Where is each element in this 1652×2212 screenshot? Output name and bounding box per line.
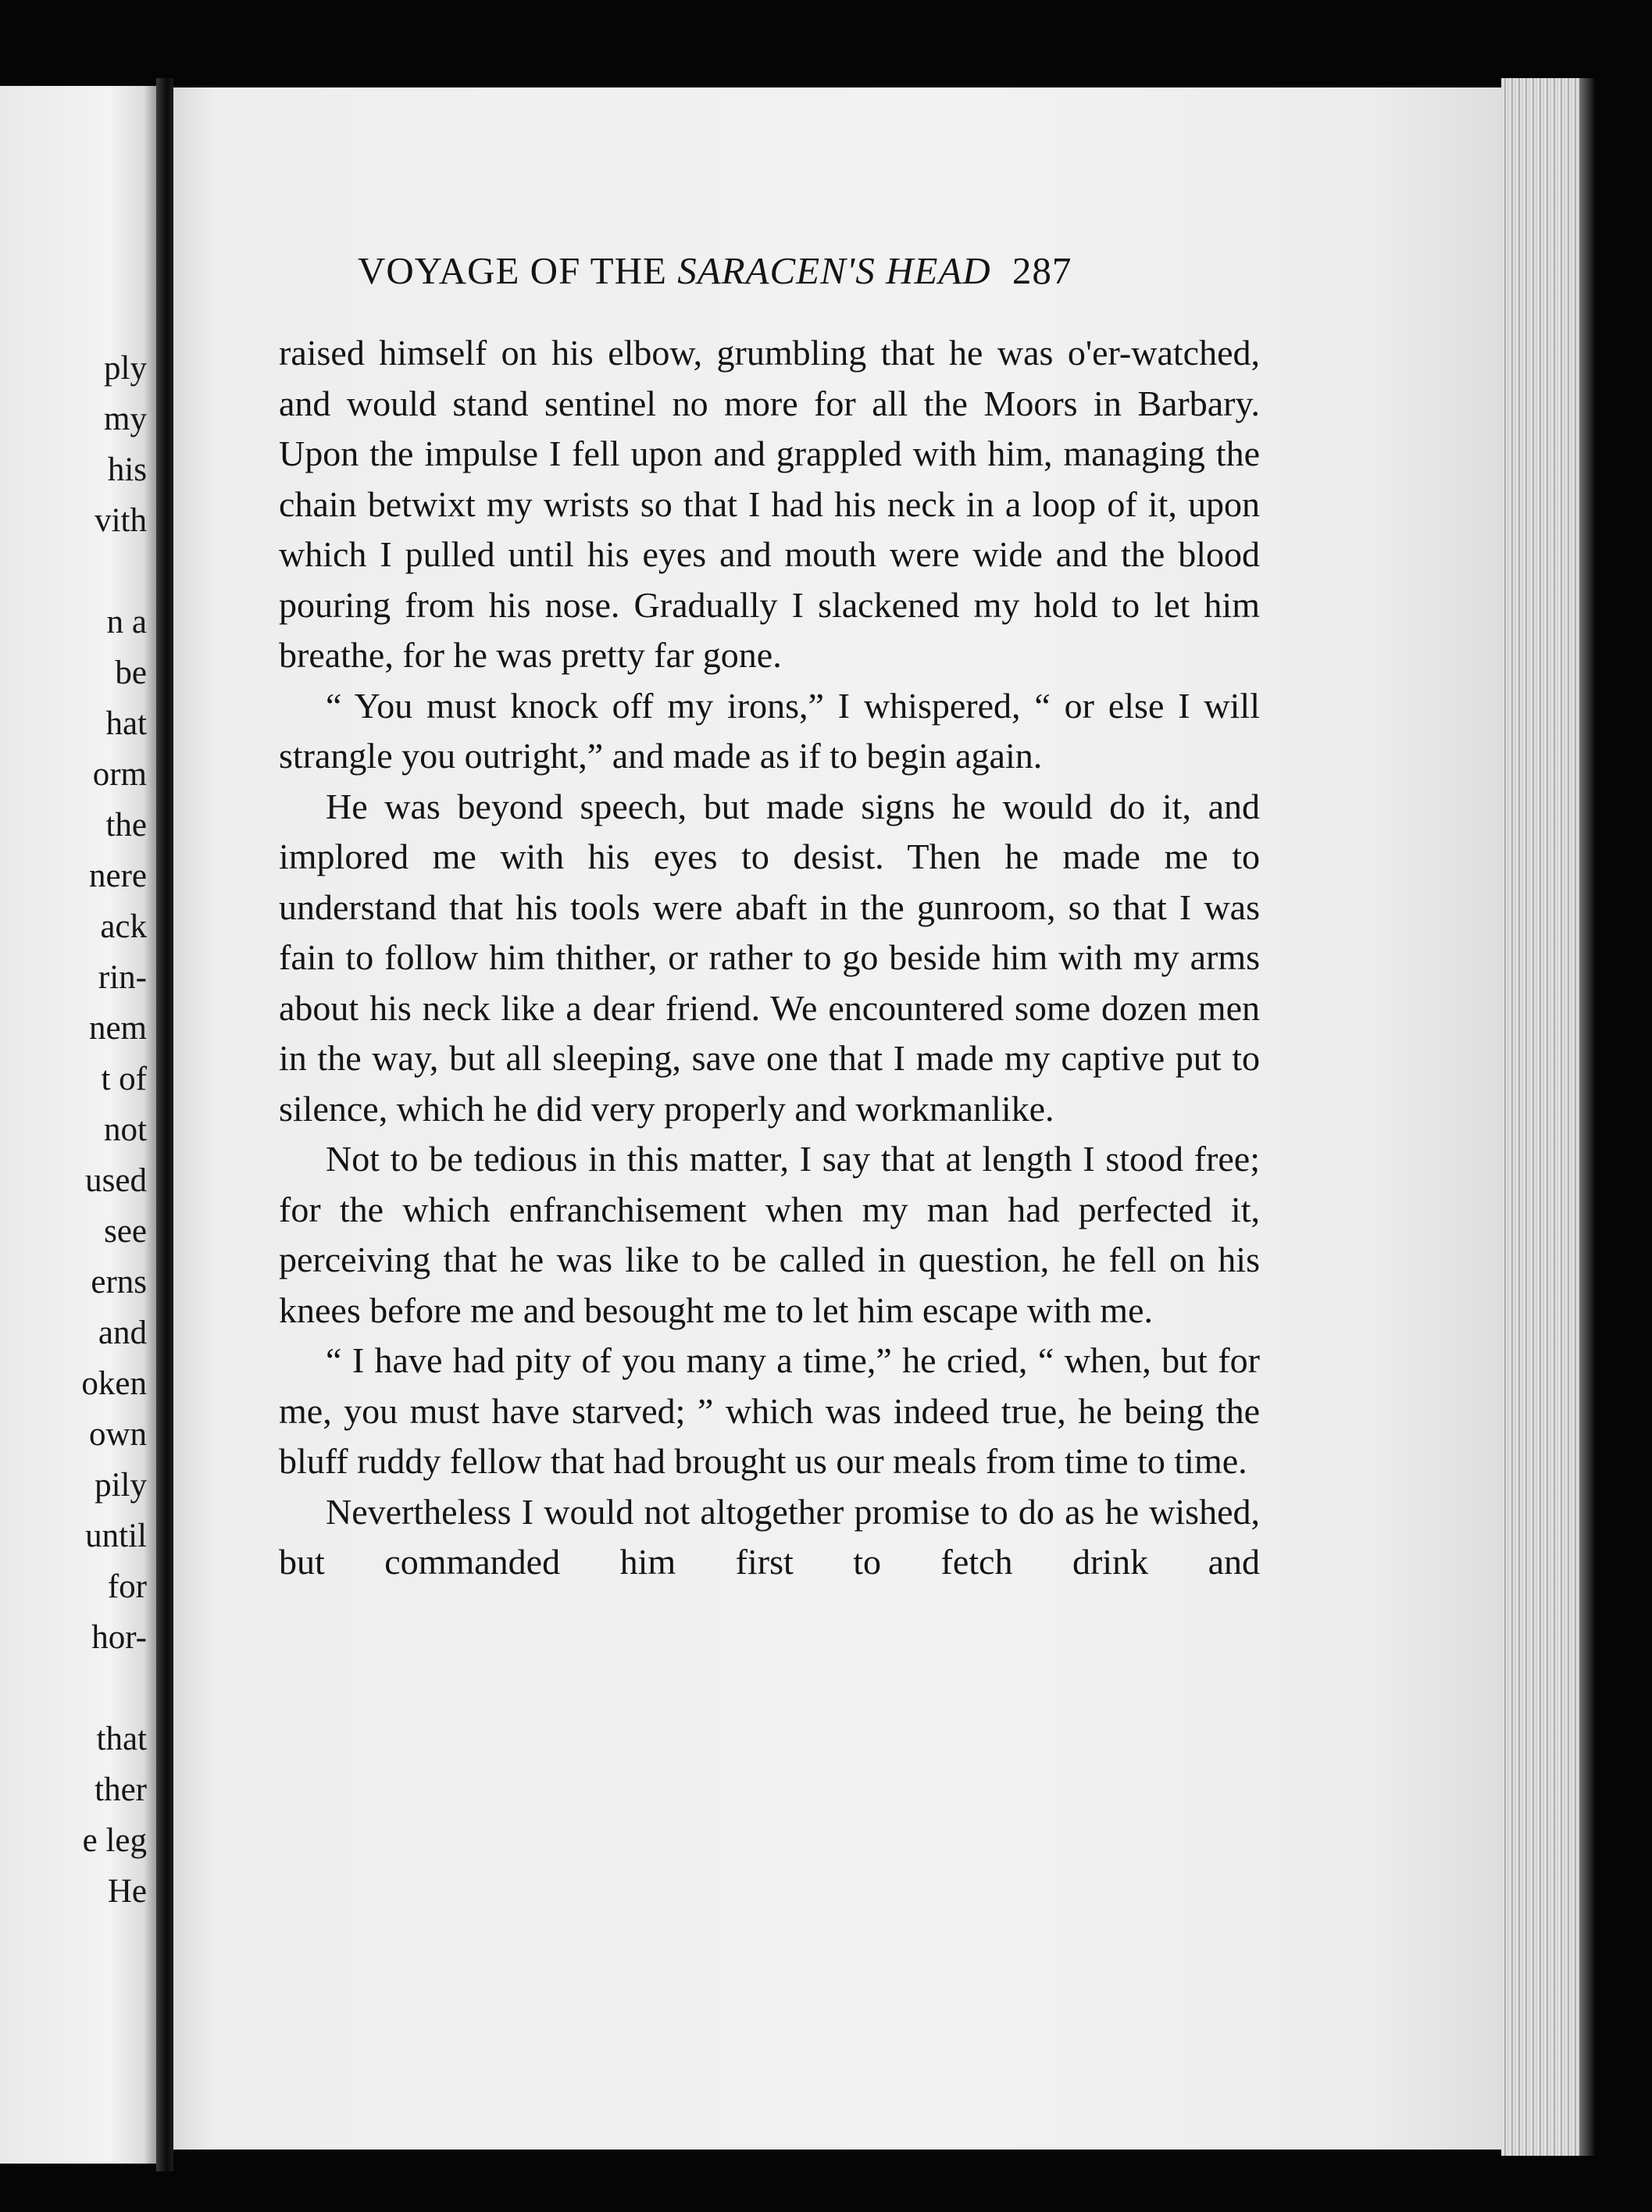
- left-page-fragment: erns: [91, 1264, 147, 1300]
- left-page-fragment: rin-: [98, 959, 147, 996]
- left-page-fragment: that: [96, 1721, 147, 1757]
- paragraph-4: Not to be tedious in this matter, I say that at length I stood free; for the which enfranchisement when my man had perfected it, perceiving that he was like to be called in question, he fell on his knees before me and besought me to let him escape with me.: [279, 1139, 1260, 1330]
- page-edge-shadow: [1579, 78, 1595, 2156]
- left-page-fragment: for: [107, 1568, 147, 1605]
- book-gutter: [156, 78, 173, 2171]
- paragraph-3: He was beyond speech, but made signs he would do it, and implored me with his eyes to desist. Then he made me to understand that his tools were abaft in the gunroom, so that I was fain to follow him thither, or rather to go beside him with my arms about his neck like a dear friend. We encountered some dozen men in the way, but all sleeping, save one that I made my captive put to silence, which he did very properly and workmanlike.: [279, 786, 1260, 1129]
- left-page-fragment: t of: [101, 1061, 147, 1097]
- left-page-fragment: nem: [88, 1010, 147, 1047]
- left-page-fragment: ack: [100, 908, 147, 945]
- left-page-fragment: orm: [92, 756, 147, 793]
- left-page-fragment: oken: [81, 1365, 147, 1402]
- left-page-fragment: not: [104, 1111, 147, 1148]
- left-page-fragment: e leg: [82, 1822, 147, 1859]
- running-head-title-italic: SARACEN'S HEAD: [677, 249, 991, 292]
- left-page-fragment: the: [105, 807, 147, 844]
- left-page-fragment: my: [104, 401, 147, 437]
- page-number: 287: [1012, 249, 1072, 292]
- left-page-fragment: see: [104, 1213, 147, 1250]
- paragraph-1: raised himself on his elbow, grumbling that he was o'er-watched, and would stand sentinel no more for all the Moors in Barbary. Upon the impulse I fell upon and grappled with him, managing the chain betwixt my wrists so that I had his neck in a loop of it, upon which I pulled until his eyes and mouth were wide and the blood pouring from his nose. Gradually I slackened my hold to let him breathe, for he was pretty far gone.: [279, 333, 1260, 675]
- body-text: [279, 328, 1260, 1588]
- left-page-fragment: be: [115, 655, 147, 691]
- page-fore-edge: [1501, 78, 1579, 2156]
- running-head: [358, 248, 1256, 293]
- left-page-fragment: used: [85, 1162, 147, 1199]
- left-page-fragment: vith: [95, 502, 147, 539]
- left-page-fragment: ply: [104, 350, 147, 387]
- left-page-fragment: ther: [95, 1771, 147, 1808]
- paragraph-6: Nevertheless I would not altogether promise to do as he wished, but commanded him first to fetch drink and: [279, 1491, 1260, 1582]
- left-page-fragment: until: [85, 1518, 147, 1554]
- left-page-fragment: n a: [106, 604, 147, 640]
- left-facing-page: [0, 86, 156, 2164]
- left-page-fragment: hat: [105, 705, 147, 742]
- left-page-fragment: He: [107, 1873, 147, 1910]
- paragraph-5: “ I have had pity of you many a time,” he cried, “ when, but for me, you must have starved; ” which was indeed true, he being the bluff ruddy fellow that had brought us our meals from time to time.: [279, 1340, 1260, 1481]
- left-page-fragment: hor-: [91, 1619, 147, 1656]
- paragraph-2: “ You must knock off my irons,” I whispered, “ or else I will strangle you outright,” and made as if to begin again.: [279, 685, 1260, 776]
- left-page-fragment: and: [98, 1315, 147, 1351]
- left-page-fragment: nere: [89, 858, 147, 894]
- running-head-title: VOYAGE OF THE: [358, 249, 678, 292]
- left-page-fragment: pily: [95, 1467, 147, 1504]
- left-page-fragment: own: [88, 1416, 147, 1453]
- left-page-fragment: his: [107, 451, 147, 488]
